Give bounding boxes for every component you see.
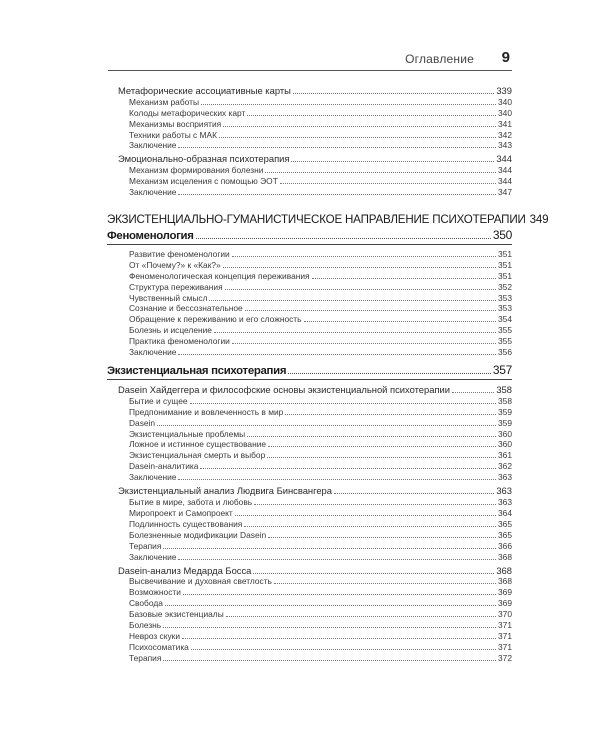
chapter-rule [107, 244, 512, 245]
leader-dots [312, 278, 496, 279]
toc-entry-page: 340 [498, 107, 512, 118]
leader-dots [178, 147, 496, 148]
toc-subentry[interactable] [118, 313, 512, 324]
toc-subentry[interactable] [118, 259, 512, 270]
toc-entry-page: 371 [498, 630, 512, 641]
toc-subentry[interactable] [118, 641, 512, 652]
toc-entry-title: Dasein-аналитика [129, 461, 199, 472]
toc-entry-page: 340 [498, 96, 512, 107]
toc-entry-page: 363 [498, 497, 512, 508]
toc-top-block [118, 84, 512, 197]
leader-dots [245, 310, 496, 311]
toc-subentry[interactable] [118, 175, 512, 186]
toc-subentry[interactable] [118, 529, 512, 540]
toc-chapter-title: Экзистенциальная психотерапия [107, 365, 287, 378]
leader-dots [165, 605, 496, 606]
toc-entry-title: От «Почему?» к «Как?» [129, 259, 221, 270]
toc-entry-title: Эмоционально-образная психотерапия [118, 153, 290, 165]
toc-entry-page: 372 [498, 652, 512, 663]
toc-entry-page: 356 [498, 347, 512, 358]
toc-subentry[interactable] [118, 551, 512, 562]
leader-dots [163, 548, 496, 549]
toc-entry-title: Техники работы с МАК [129, 129, 218, 140]
toc-subentry[interactable] [118, 118, 512, 129]
toc-entry-page: 351 [498, 270, 512, 281]
toc-entry-page: 358 [496, 384, 512, 396]
toc-entry-page: 368 [496, 564, 512, 576]
toc-chapter-page: 350 [492, 228, 512, 243]
leader-dots [244, 526, 496, 527]
toc-entry-title: Механизм исцеления с помощью ЭОТ [129, 176, 278, 187]
toc-entry-page: 362 [498, 461, 512, 472]
toc-chapter-page: 357 [492, 363, 512, 378]
toc-subentry[interactable] [118, 597, 512, 608]
toc-entry-title: Свобода [129, 598, 163, 609]
toc-subentry[interactable] [118, 270, 512, 281]
toc-entry-title: Dasein [129, 417, 156, 428]
toc-entry-page: 366 [498, 540, 512, 551]
leader-dots [232, 343, 496, 344]
leader-dots [182, 638, 496, 639]
toc-entry-page: 360 [498, 428, 512, 439]
toc-entry-title: Терапия [129, 540, 162, 551]
toc-entry-title: Предпонимание и вовлеченность в мир [129, 406, 284, 417]
leader-dots [280, 183, 496, 184]
leader-dots [209, 300, 496, 301]
toc-entry-title: Болезнь [129, 619, 162, 630]
toc-entry-title: Практика феноменологии [129, 336, 230, 347]
toc-subentry[interactable] [118, 406, 512, 417]
toc-subentry[interactable] [118, 395, 512, 406]
chapter-rule [107, 379, 512, 380]
toc-subentry[interactable] [118, 507, 512, 518]
leader-dots [274, 583, 496, 584]
leader-dots [178, 559, 496, 560]
toc-subentry[interactable] [118, 428, 512, 439]
leader-dots [183, 594, 496, 595]
toc-subentry[interactable] [118, 586, 512, 597]
leader-dots [226, 616, 496, 617]
toc-entry-title: Развитие феноменологии [129, 249, 230, 260]
toc-subentry[interactable] [118, 449, 512, 460]
toc-entry-page: 341 [498, 118, 512, 129]
toc-entry-title: Колоды метафорических карт [129, 107, 246, 118]
leader-dots [285, 414, 496, 415]
toc-subentry[interactable] [118, 96, 512, 107]
leader-dots [163, 627, 496, 628]
toc-entry-title: Заключение [129, 472, 177, 483]
toc-entry-page: 370 [498, 609, 512, 620]
toc-entry-page: 351 [498, 249, 512, 260]
leader-dots [291, 161, 494, 162]
toc-entry-page: 344 [498, 176, 512, 187]
toc-subentry[interactable] [118, 324, 512, 335]
toc-entry-title: Экзистенциальные проблемы [129, 428, 246, 439]
toc-entry-title: Болезненные модификации Dasein [129, 529, 267, 540]
leader-dots [191, 649, 496, 650]
toc-subentry[interactable] [118, 540, 512, 551]
toc-entry-title: Заключение [129, 551, 177, 562]
leader-dots [223, 267, 496, 268]
leader-dots [253, 573, 494, 574]
toc-entry-page: 359 [498, 417, 512, 428]
toc-subentry[interactable] [118, 248, 512, 259]
toc-subentry[interactable] [118, 417, 512, 428]
toc-entry-title: Феноменологическая концепция переживания [129, 270, 310, 281]
toc-entry-page: 353 [498, 303, 512, 314]
toc-entry-title: Подлинность существования [129, 518, 243, 529]
toc-chapter-heading[interactable] [107, 228, 512, 242]
toc-entry-page: 369 [498, 598, 512, 609]
toc-subentry[interactable] [118, 335, 512, 346]
toc-subentry[interactable] [118, 346, 512, 357]
toc-entry-page: 352 [498, 281, 512, 292]
toc-entry-page: 344 [496, 153, 512, 165]
toc-subentry[interactable] [118, 129, 512, 140]
toc-entry-title: Заключение [129, 187, 177, 198]
running-header [108, 48, 512, 70]
toc-entry-title: Возможности [129, 587, 181, 598]
toc-entry-title: Ложное и истинное существование [129, 439, 267, 450]
toc-subentry[interactable] [118, 140, 512, 151]
toc-entry[interactable] [118, 383, 512, 395]
toc-entry-page: 344 [498, 165, 512, 176]
toc-entry-page: 368 [498, 551, 512, 562]
toc-entry-page: 347 [498, 187, 512, 198]
toc-subentry[interactable] [118, 281, 512, 292]
toc-entry-title: Механизм работы [129, 96, 199, 107]
toc-entry-title: Базовые экзистенциалы [129, 609, 224, 620]
toc-entry-page: 369 [498, 587, 512, 598]
running-header-title: Оглавление [405, 52, 474, 66]
toc-chapter-title: Феноменология [107, 230, 194, 243]
leader-dots [225, 289, 496, 290]
toc-subentry[interactable] [118, 186, 512, 197]
toc-entry-page: 342 [498, 129, 512, 140]
toc-subentry[interactable] [118, 518, 512, 529]
leader-dots [265, 172, 496, 173]
leader-dots [247, 115, 496, 116]
toc-subentry[interactable] [118, 608, 512, 619]
leader-dots [163, 660, 496, 661]
leader-dots [200, 468, 496, 469]
toc-entry-page: 355 [498, 325, 512, 336]
toc-entry-title: Заключение [129, 347, 177, 358]
toc-entry[interactable] [118, 152, 512, 164]
toc-entry-title: Экзистенциальный анализ Людвига Бинсвангера [118, 485, 332, 497]
toc-entry[interactable] [118, 484, 512, 496]
toc-subentry[interactable] [118, 619, 512, 630]
toc-entry-title: Миропроект и Самопроект [129, 507, 233, 518]
leader-dots [157, 425, 496, 426]
toc-entry-title: Болезнь и исцеление [129, 325, 212, 336]
toc-section-page: 349 [529, 213, 549, 227]
leader-dots [267, 457, 496, 458]
leader-dots [223, 126, 496, 127]
toc-subentry[interactable] [118, 107, 512, 118]
toc-entry-title: Чувственный смысл [129, 292, 208, 303]
leader-dots [196, 238, 491, 239]
leader-dots [247, 436, 496, 437]
leader-dots [214, 332, 496, 333]
toc-entry-title: Структура переживания [129, 281, 223, 292]
toc-entry-title: Dasein-анализ Медарда Босса [118, 564, 252, 576]
toc-entry-title: Сознание и бессознательное [129, 303, 243, 314]
toc-subentry[interactable] [118, 292, 512, 303]
leader-dots [304, 321, 497, 322]
toc-entry-page: 358 [498, 395, 512, 406]
leader-dots [268, 537, 496, 538]
toc-entry-page: 343 [498, 140, 512, 151]
toc-entry-page: 351 [498, 259, 512, 270]
leader-dots [190, 403, 497, 404]
leader-dots [178, 354, 496, 355]
toc-entry[interactable] [118, 84, 512, 96]
toc-entry[interactable] [118, 564, 512, 576]
leader-dots [219, 137, 496, 138]
leader-dots [235, 515, 496, 516]
toc-entry-title: Dasein Хайдеггера и философские основы экзистенциальной психотерапии [118, 384, 450, 396]
toc-entry-page: 339 [496, 85, 512, 96]
toc-entry-title: Невроз скуки [129, 630, 181, 641]
toc-entry-page: 371 [498, 641, 512, 652]
leader-dots [293, 93, 494, 94]
leader-dots [254, 504, 496, 505]
leader-dots [178, 194, 496, 195]
toc-subentry[interactable] [118, 496, 512, 507]
toc-entry-title: Высвечивание и духовная светлость [129, 576, 272, 587]
toc-entry-title: Бытие в мире, забота и любовь [129, 497, 253, 508]
toc-entry-page: 365 [498, 529, 512, 540]
toc-entry-title: Обращение к переживанию и его сложность [129, 314, 302, 325]
toc-chapter2-items [118, 383, 512, 663]
toc-subentry[interactable] [118, 439, 512, 450]
leader-dots [334, 493, 494, 494]
toc-subentry[interactable] [118, 471, 512, 482]
toc-entry-page: 361 [498, 450, 512, 461]
toc-subentry[interactable] [118, 630, 512, 641]
leader-dots [452, 392, 494, 393]
toc-entry-page: 363 [498, 472, 512, 483]
toc-subentry[interactable] [118, 164, 512, 175]
toc-entry-page: 371 [498, 619, 512, 630]
toc-entry-title: Механизмы восприятия [129, 118, 222, 129]
leader-dots [178, 479, 496, 480]
toc-chapter-heading[interactable] [107, 363, 512, 377]
toc-entry-page: 353 [498, 292, 512, 303]
toc-entry-page: 364 [498, 507, 512, 518]
toc-subentry[interactable] [118, 460, 512, 471]
leader-dots [232, 256, 496, 257]
toc-entry-title: Заключение [129, 140, 177, 151]
toc-chapter1-items [118, 248, 512, 357]
toc-entry-page: 354 [498, 314, 512, 325]
toc-entry-page: 359 [498, 406, 512, 417]
toc-section-title: ЭКЗИСТЕНЦИАЛЬНО-ГУМАНИСТИЧЕСКОЕ НАПРАВЛЕНИЕ ПСИХОТЕРАПИИ [107, 213, 526, 227]
toc-entry-title: Психосоматика [129, 641, 189, 652]
toc-entry-page: 368 [498, 576, 512, 587]
toc-subentry[interactable] [118, 652, 512, 663]
leader-dots [288, 373, 491, 374]
toc-subentry[interactable] [118, 576, 512, 587]
toc-section-heading[interactable] [107, 212, 549, 227]
toc-entry-title: Терапия [129, 652, 162, 663]
toc-entry-page: 365 [498, 518, 512, 529]
toc-entry-title: Метафорические ассоциативные карты [118, 85, 291, 96]
toc-entry-title: Экзистенциальная смерть и выбор [129, 450, 266, 461]
page-number: 9 [501, 49, 510, 66]
leader-dots [201, 104, 496, 105]
leader-dots [268, 446, 496, 447]
toc-entry-page: 363 [496, 485, 512, 497]
header-rule [108, 70, 512, 71]
toc-entry-title: Бытие и сущее [129, 395, 188, 406]
toc-entry-page: 355 [498, 336, 512, 347]
toc-entry-title: Механизм формирования болезни [129, 165, 264, 176]
table-of-contents [107, 84, 549, 663]
toc-entry-page: 360 [498, 439, 512, 450]
toc-subentry[interactable] [118, 303, 512, 314]
